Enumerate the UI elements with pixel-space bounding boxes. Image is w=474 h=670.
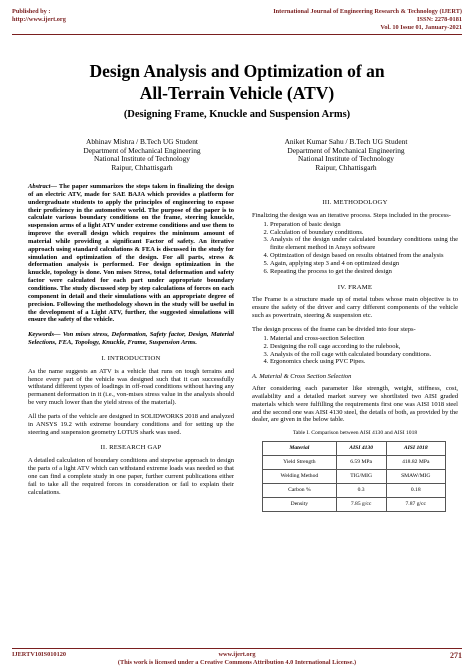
author-block-2: [251, 138, 441, 173]
intro-paragraph-1: As the name suggests an ATV is a vehicle that runs on tough terrains and hence every part of the vehicle was designed such that it can successfully withstand different types of loadings in off-road conditions without having any permanent deformation in it (i.e., von-mises stress value in the analysis should be very much lower than the yield stress of the material).: [28, 367, 234, 407]
abstract-label: Abstract: [28, 183, 51, 190]
paper-subtitle: (Designing Frame, Knuckle and Suspension Arms): [123, 109, 351, 120]
table-cell: Density: [263, 498, 337, 512]
list-item: 3. Analysis of the design under calculated boundary conditions using the finite element method in Ansys software: [270, 236, 458, 252]
table-cell: Welding Method: [263, 470, 337, 484]
list-item: 4. Ergonomics check using PVC Pipes.: [270, 358, 458, 366]
author-dept: Department of Mechanical Engineering: [83, 145, 201, 155]
keywords-label: Keywords: [28, 331, 54, 339]
author-dept: Department of Mechanical Engineering: [287, 145, 405, 155]
table-caption: Table I. Comparison between AISI 4130 and AISI 1018: [292, 430, 418, 437]
author-inst: National Institute of Technology: [297, 154, 395, 164]
list-item: 3. Analysis of the roll cage with calculated boundary conditions.: [270, 351, 458, 359]
abstract: [28, 183, 234, 324]
table-cell: 0.18: [386, 484, 445, 498]
table-row: [263, 456, 446, 470]
table-cell: 7.85 g/cc: [336, 498, 386, 512]
list-item: 2. Designing the roll cage according to the rulebook,: [270, 343, 458, 351]
header-divider: [12, 34, 462, 35]
author-city: Raipur, Chhattisgarh: [111, 163, 173, 173]
footer-divider: [12, 648, 462, 649]
table-header-cell: Material: [263, 442, 337, 456]
journal-footer: [0, 651, 474, 667]
table-row: [263, 484, 446, 498]
table-header-row: [263, 442, 446, 456]
footer-url[interactable]: www.ijert.org: [218, 651, 256, 658]
publisher-label: Published by :: [12, 8, 51, 15]
keywords-text: — Von mises stress, Deformation, Safety factor, Design, Material Selections, FEA, Topology, Knuckle, Frame, Suspension Arms.: [28, 331, 234, 347]
methodology-paragraph-1: Finalizing the design was an iterative process. Steps included in the process-: [252, 211, 451, 219]
list-item: 1. Preparation of basic design: [270, 221, 458, 229]
section-heading-introduction: I. INTRODUCTION: [101, 354, 161, 362]
table-cell: Carbon %: [263, 484, 337, 498]
title-line-2: All-Terrain Vehicle (ATV): [139, 83, 335, 103]
material-comparison-table: [262, 441, 446, 512]
table-row: [263, 470, 446, 484]
right-column: [252, 199, 458, 512]
material-paragraph-1: After considering each parameter like strength, weight, stiffness, cost, availability and a detailed market survey we shortlisted two AISI graded materials which were fulfilling the requirements first one was AISI 1018 steel and the second one was AISI 4130 steel, the details of both, as provided by the dealer, are given in the below table.: [252, 385, 458, 424]
abstract-text: — The paper summarizes the steps taken in finalizing the design of an electric ATV, made for SAE BAJA which provides a platform for undergraduate students to apply the principles of engineering to expose their proficiency in the automotive world. The purpose of the paper is to calculate various boundary conditions on the frame, steering knuckle, suspension arms of a light ATV under extreme conditions and use them to improve the overall design which requires the minimum amount of material while providing a significant Factor of safety. An iterative approach using standard calculations & FEA is discussed in the study for simulation and optimization of the design. For all parts, stress & deformation analysis is performed. For design optimization in the knuckle, topology is done. Von mises Stress, total deformation and safety factor were calculated for each part under appropriate boundary conditions. The study discussed step by step calculations of forces on each component in detail and their simulations with an appropriate degree of precision. Following the methodology shown in the study will be useful in the development of a Light ATV, further, the suggested simulations will ensure the safety of the vehicle.: [28, 183, 234, 324]
keywords: [28, 331, 234, 347]
volume: Vol. 10 Issue 01, January-2021: [380, 24, 462, 31]
license-note: (This work is licensed under a Creative Commons Attribution 4.0 International License.): [117, 659, 357, 666]
section-heading-frame: IV. FRAME: [337, 283, 373, 291]
list-item: 5. Again, applying step 3 and 4 on optimized design: [270, 260, 458, 268]
table-row: [263, 498, 446, 512]
journal-header-right: [273, 8, 462, 32]
table-cell: 418.82 MPa: [386, 456, 445, 470]
author-block-1: [47, 138, 237, 173]
paper-id: IJERTV10IS010120: [12, 651, 67, 658]
author-city: Raipur, Chhattisgarh: [315, 163, 377, 173]
left-column: [28, 183, 234, 503]
author-name: Aniket Kumar Sahu / B.Tech UG Student: [284, 137, 408, 146]
table-cell: Yield Strength: [263, 456, 337, 470]
list-item: 6. Repeating the process to get the desired design: [270, 268, 458, 276]
section-heading-methodology: III. METHODOLOGY: [322, 199, 388, 206]
paper-title: [20, 60, 454, 104]
list-item: 1. Material and cross-section Selection: [270, 335, 458, 343]
frame-steps: [252, 335, 458, 366]
table-cell: SMAW/MIG: [386, 470, 445, 484]
gap-paragraph-1: A detailed calculation of boundary conditions and stepwise approach to design the parts of a light ATV which can withstand extreme loads was needed so that one can find a complete study in one paper, further current publications either fail to take all the required forces in consideration or fail to explain their calculations.: [28, 457, 234, 496]
table-header-cell: AISI 1018: [386, 442, 445, 456]
author-inst: National Institute of Technology: [93, 154, 191, 164]
list-item: 4. Optimization of design based on results obtained from the analysis: [270, 252, 458, 260]
frame-paragraph-1: The Frame is a structure made up of metal tubes whose main objective is to ensure the safety of the driver and carry different components of the vehicle such as powertrain, steering & suspension etc.: [252, 296, 458, 320]
methodology-steps: [252, 221, 458, 276]
author-name: Abhinav Mishra / B.Tech UG Student: [86, 137, 198, 146]
table-cell: 7.87 g/cc: [386, 498, 445, 512]
section-heading-research-gap: II. RESEARCH GAP: [100, 444, 162, 452]
publisher-url[interactable]: http://www.ijert.org: [12, 16, 66, 23]
table-cell: TIG/MIG: [336, 470, 386, 484]
journal-name: International Journal of Engineering Research & Technology (IJERT): [273, 8, 462, 15]
list-item: 2. Calculation of boundary conditions.: [270, 229, 458, 237]
title-line-1: Design Analysis and Optimization of an: [89, 61, 385, 81]
journal-header-left: [12, 8, 66, 24]
table-header-cell: AISI 4130: [336, 442, 386, 456]
table-cell: 6.59 MPa: [336, 456, 386, 470]
intro-paragraph-2: All the parts of the vehicle are designed in SOLIDWORKS 2018 and analyzed in ANSYS 19.2 with extreme boundary conditions and for setting up the steering and suspension geometry LOTUS shark was used.: [28, 412, 234, 436]
page-number: 271: [450, 651, 462, 660]
subsection-heading-material: A. Material & Cross Section Selection: [252, 373, 352, 381]
table-cell: 0.3: [336, 484, 386, 498]
issn: ISSN: 2278-0181: [417, 16, 462, 23]
frame-paragraph-2: The design process of the frame can be divided into four steps-: [252, 325, 416, 333]
